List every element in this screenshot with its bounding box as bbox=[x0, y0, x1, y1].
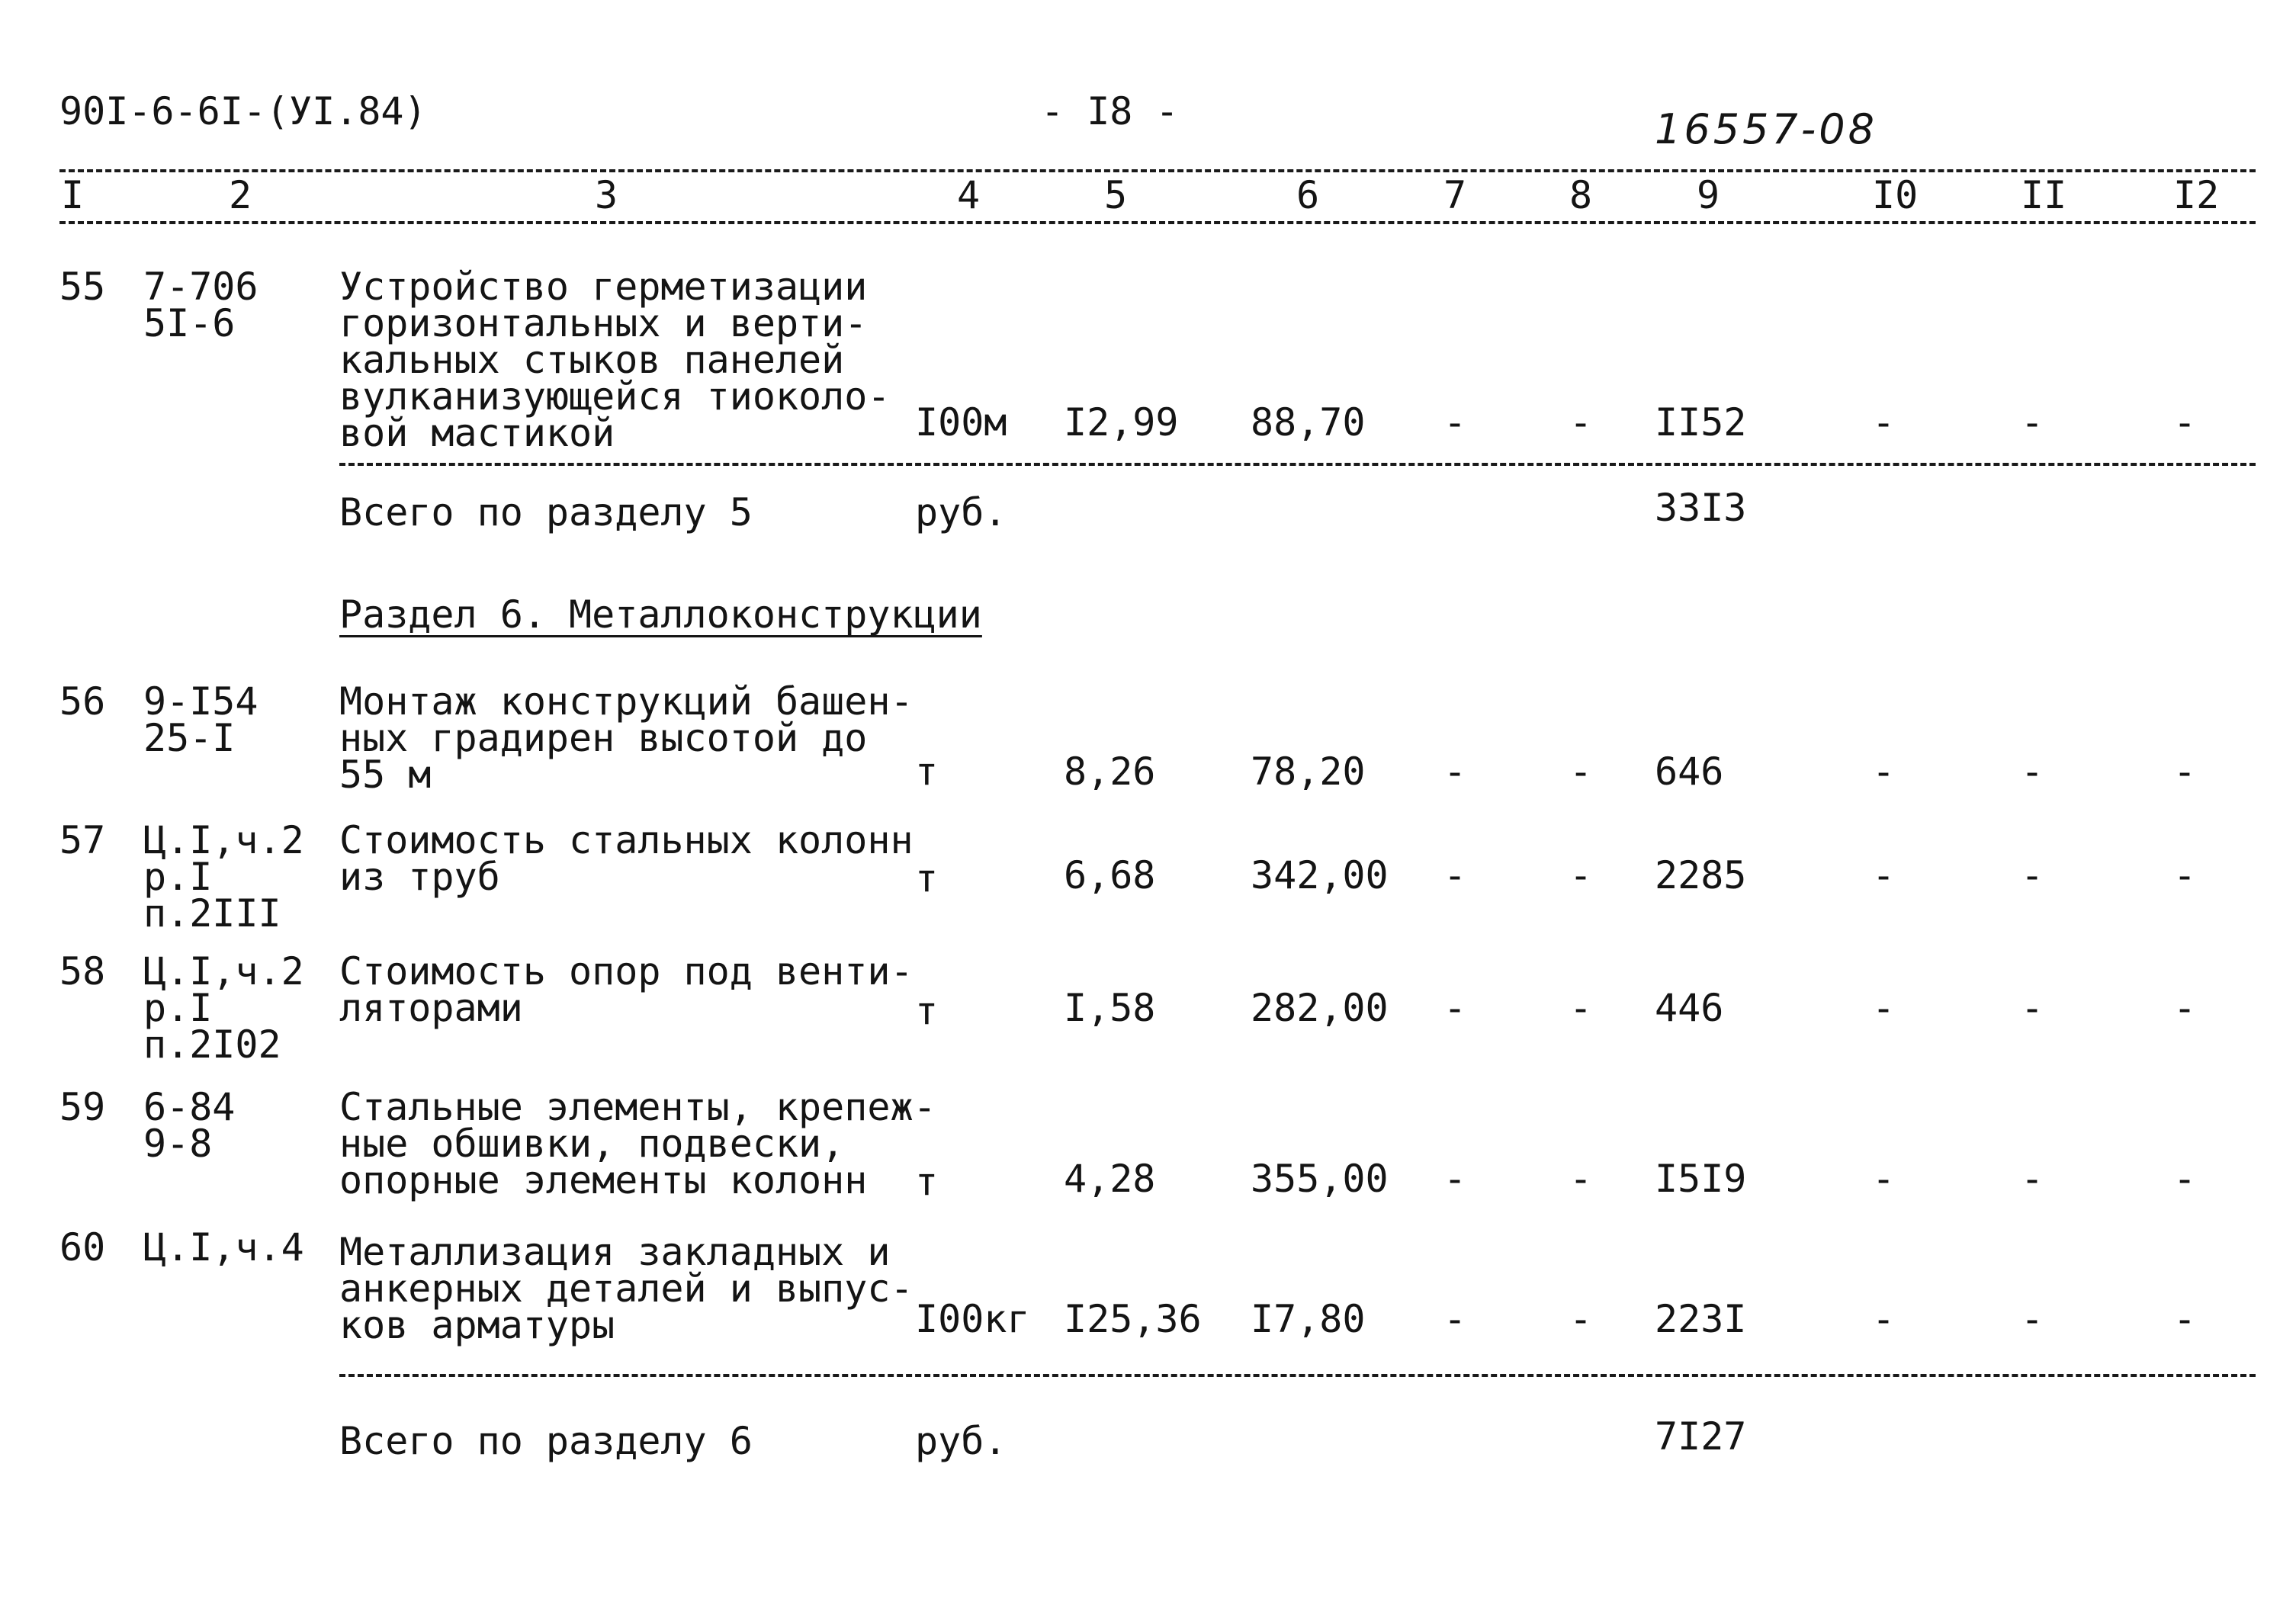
column-header: 8 bbox=[1569, 173, 1593, 217]
quantity: 6,68 bbox=[1064, 853, 1156, 897]
col12-value: - bbox=[2173, 853, 2197, 897]
total-cost: 223I bbox=[1655, 1297, 1747, 1341]
unit: т bbox=[915, 989, 939, 1033]
section5-total-unit: руб. bbox=[915, 490, 1007, 534]
section5-rule bbox=[339, 463, 2256, 466]
unit-price: 88,70 bbox=[1251, 400, 1366, 445]
row-number: 55 bbox=[59, 265, 106, 309]
column-header: II bbox=[2021, 173, 2067, 217]
work-description: Стальные элементы, крепеж- ные обшивки, подвески, опорные элементы колонн bbox=[339, 1085, 936, 1202]
unit: I00м bbox=[915, 400, 1007, 445]
col10-value: - bbox=[1872, 986, 1896, 1030]
col12-value: - bbox=[2173, 1297, 2197, 1341]
col12-value: - bbox=[2173, 1157, 2197, 1201]
column-header: 4 bbox=[957, 173, 981, 217]
total-cost: 446 bbox=[1655, 986, 1724, 1030]
col10-value: - bbox=[1872, 750, 1896, 794]
quantity: I25,36 bbox=[1064, 1297, 1202, 1341]
column-header: 6 bbox=[1296, 173, 1320, 217]
quantity: 8,26 bbox=[1064, 750, 1156, 794]
section6-heading: Раздел 6. Металлоконструкции bbox=[339, 592, 982, 637]
section6-total-value: 7I27 bbox=[1655, 1414, 1747, 1459]
col8-value: - bbox=[1569, 750, 1593, 794]
column-header: I2 bbox=[2173, 173, 2220, 217]
col10-value: - bbox=[1872, 1157, 1896, 1201]
col8-value: - bbox=[1569, 986, 1593, 1030]
norm-code: 6-84 9-8 bbox=[143, 1085, 236, 1166]
col8-value: - bbox=[1569, 853, 1593, 897]
quantity: 4,28 bbox=[1064, 1157, 1156, 1201]
quantity: I,58 bbox=[1064, 986, 1156, 1030]
section5-total-value: 33I3 bbox=[1655, 486, 1747, 530]
page-number: - I8 - bbox=[1041, 89, 1179, 133]
unit-price: 282,00 bbox=[1251, 986, 1389, 1030]
work-description: Устройство герметизации горизонтальных и верти- кальных стыков панелей вулканизующейся тиоколо- вой мастикой bbox=[339, 265, 891, 455]
col11-value: - bbox=[2021, 750, 2044, 794]
unit: т bbox=[915, 856, 939, 900]
norm-code: Ц.I,ч.2 р.I п.2I02 bbox=[143, 949, 304, 1067]
column-header: 9 bbox=[1697, 173, 1720, 217]
total-cost: I5I9 bbox=[1655, 1157, 1747, 1201]
unit: т bbox=[915, 1160, 939, 1204]
col12-value: - bbox=[2173, 986, 2197, 1030]
unit: I00кг bbox=[915, 1297, 1030, 1341]
work-description: Стоимость опор под венти- ляторами bbox=[339, 949, 914, 1030]
col12-value: - bbox=[2173, 400, 2197, 445]
section5-total-label: Всего по разделу 5 bbox=[339, 490, 753, 534]
work-description: Монтаж конструкций башен- ных градирен высотой до 55 м bbox=[339, 679, 914, 797]
unit-price: 78,20 bbox=[1251, 750, 1366, 794]
quantity: I2,99 bbox=[1064, 400, 1179, 445]
norm-code: 9-I54 25-I bbox=[143, 679, 259, 760]
col7-value: - bbox=[1443, 1297, 1467, 1341]
col11-value: - bbox=[2021, 400, 2044, 445]
col8-value: - bbox=[1569, 400, 1593, 445]
unit-price: 355,00 bbox=[1251, 1157, 1389, 1201]
column-header: 2 bbox=[229, 173, 252, 217]
col7-value: - bbox=[1443, 986, 1467, 1030]
col7-value: - bbox=[1443, 400, 1467, 445]
column-header: 3 bbox=[595, 173, 618, 217]
archive-number: 16557-08 bbox=[1655, 105, 1877, 153]
unit-price: 342,00 bbox=[1251, 853, 1389, 897]
row-number: 58 bbox=[59, 949, 106, 993]
col8-value: - bbox=[1569, 1297, 1593, 1341]
section6-rule bbox=[339, 1374, 2256, 1377]
col11-value: - bbox=[2021, 986, 2044, 1030]
col11-value: - bbox=[2021, 1157, 2044, 1201]
total-cost: II52 bbox=[1655, 400, 1747, 445]
col10-value: - bbox=[1872, 853, 1896, 897]
work-description: Стоимость стальных колонн из труб bbox=[339, 818, 914, 899]
section6-total-unit: руб. bbox=[915, 1419, 1007, 1463]
col12-value: - bbox=[2173, 750, 2197, 794]
total-cost: 2285 bbox=[1655, 853, 1747, 897]
work-description: Металлизация закладных и анкерных деталей и выпус- ков арматуры bbox=[339, 1230, 914, 1347]
row-number: 57 bbox=[59, 818, 106, 862]
col10-value: - bbox=[1872, 1297, 1896, 1341]
col7-value: - bbox=[1443, 853, 1467, 897]
total-cost: 646 bbox=[1655, 750, 1724, 794]
row-number: 56 bbox=[59, 679, 106, 724]
norm-code: 7-706 5I-6 bbox=[143, 265, 259, 345]
col7-value: - bbox=[1443, 750, 1467, 794]
unit-price: I7,80 bbox=[1251, 1297, 1366, 1341]
col10-value: - bbox=[1872, 400, 1896, 445]
column-header: 7 bbox=[1443, 173, 1467, 217]
norm-code: Ц.I,ч.4 bbox=[143, 1225, 304, 1270]
col8-value: - bbox=[1569, 1157, 1593, 1201]
norm-code: Ц.I,ч.2 р.I п.2III bbox=[143, 818, 304, 936]
row-number: 60 bbox=[59, 1225, 106, 1270]
col11-value: - bbox=[2021, 853, 2044, 897]
header-top-rule bbox=[59, 169, 2256, 172]
unit: т bbox=[915, 750, 939, 794]
header-bottom-rule bbox=[59, 221, 2256, 224]
row-number: 59 bbox=[59, 1085, 106, 1129]
col11-value: - bbox=[2021, 1297, 2044, 1341]
col7-value: - bbox=[1443, 1157, 1467, 1201]
column-header: 5 bbox=[1104, 173, 1128, 217]
document-code: 90I-6-6I-(УI.84) bbox=[59, 89, 427, 133]
column-header: I0 bbox=[1872, 173, 1919, 217]
section6-total-label: Всего по разделу 6 bbox=[339, 1419, 753, 1463]
column-header: I bbox=[61, 173, 85, 217]
